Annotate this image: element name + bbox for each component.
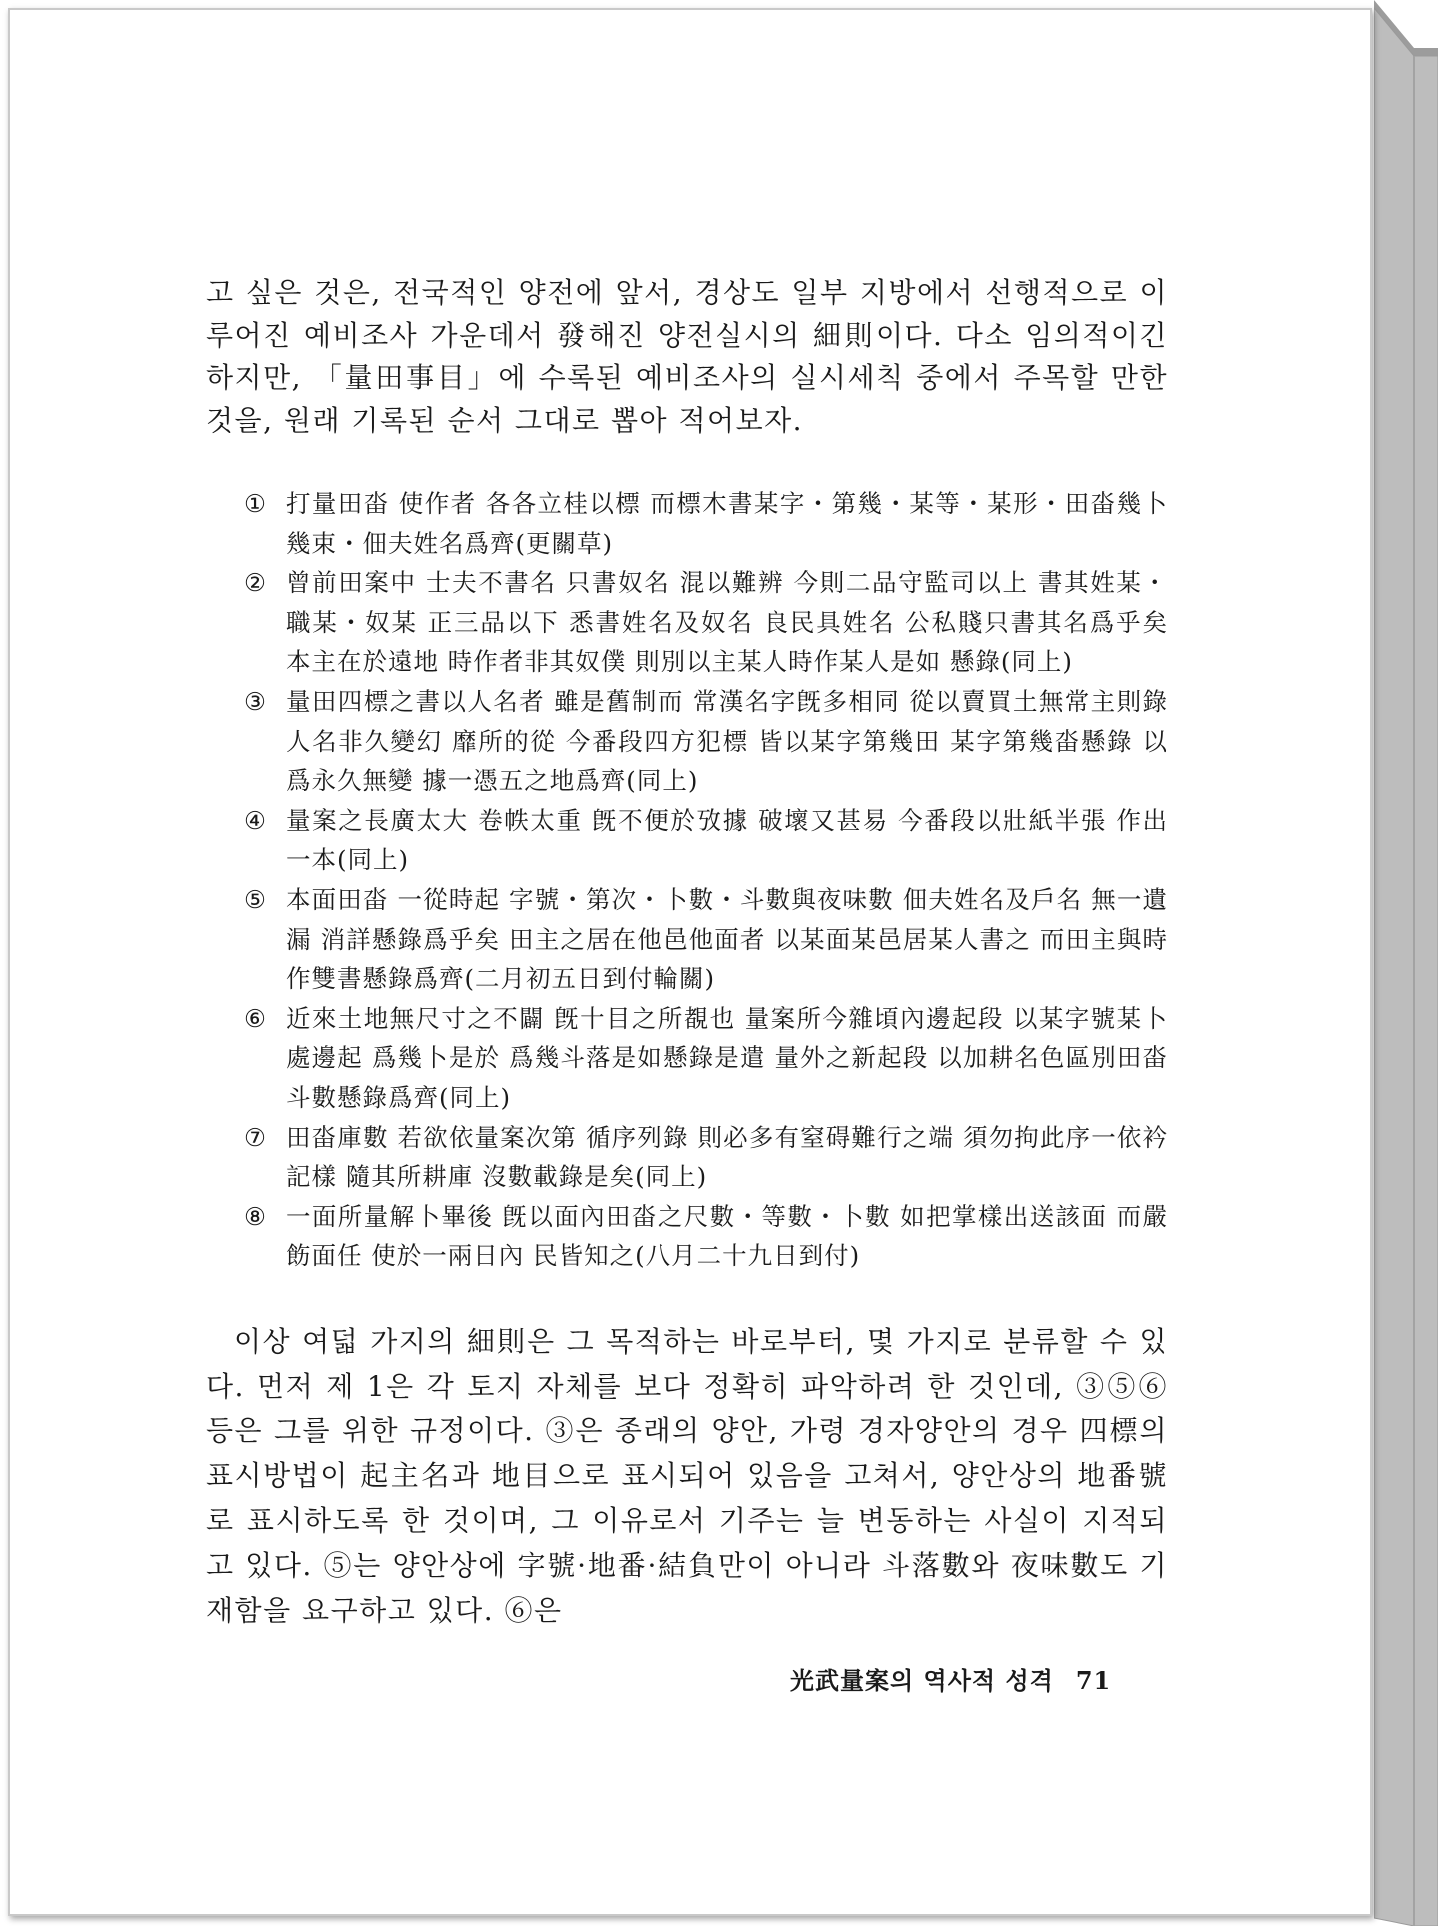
page-number: 71 (1075, 1666, 1112, 1695)
quote-number: ② (244, 568, 267, 598)
quote-item (206, 999, 1168, 1118)
quote-text: 近來土地無尺寸之不闢 旣十目之所覩也 量案所今雜頃內邊起段 以某字號某卜處邊起 爲幾卜是於 爲幾斗落是如懸錄是遣 量外之新起段 以加耕名色區別田畓斗數懸錄爲齊(同上) (286, 1003, 1168, 1112)
book-page-edge (1374, 0, 1438, 1926)
quote-item (206, 563, 1168, 682)
quote-text: 打量田畓 使作者 各各立桂以標 而標木書某字・第幾・某等・某形・田畓幾卜幾束・佃夫姓名爲齊(更關草) (286, 489, 1168, 558)
document-page (8, 8, 1372, 1916)
page-footer (790, 1661, 1111, 1696)
quote-item (206, 1197, 1168, 1276)
running-title: 光武量案의 역사적 성격 (790, 1666, 1054, 1695)
quoted-rules-list (206, 484, 1168, 1276)
quote-number: ⑦ (244, 1122, 267, 1152)
quote-number: ⑧ (244, 1201, 267, 1231)
quote-item (206, 484, 1168, 563)
quote-text: 田畓庫數 若欲依量案次第 循序列錄 則必多有窒碍難行之端 須勿拘此序一依衿記樣 隨其所耕庫 沒數載錄是矣(同上) (286, 1122, 1168, 1192)
quote-item (206, 682, 1168, 801)
quote-number: ① (244, 489, 267, 518)
quote-text: 一面所量解卜畢後 旣以面內田畓之尺數・等數・卜數 如把掌樣出送該面 而嚴飭面任 使於一兩日內 民皆知之(八月二十九日到付) (286, 1201, 1168, 1271)
quote-item (206, 801, 1168, 880)
quote-number: ⑤ (244, 884, 267, 914)
quote-text: 本面田畓 一從時起 字號・第次・卜數・斗數與夜味數 佃夫姓名及戶名 無一遺漏 消詳懸錄爲乎矣 田主之居在他邑他面者 以某面某邑居某人書之 而田主與時作雙書懸錄爲齊(二月初五日到付輪關) (286, 884, 1168, 994)
quote-item (206, 880, 1168, 999)
intro-paragraph: 고 싶은 것은, 전국적인 양전에 앞서, 경상도 일부 지방에서 선행적으로 이루어진 예비조사 가운데서 發해진 양전실시의 細則이다. 다소 임의적이긴 하지만, 「量田事目」에 수록된 예비조사의 실시세칙 중에서 주목할 만한 것을, 원래 기록된 순서 그대로 뽑아 적어보자. (206, 276, 1168, 437)
quote-text: 曾前田案中 士夫不書名 只書奴名 混以難辨 今則二品守監司以上 書其姓某・職某・奴某 正三品以下 悉書姓名及奴名 良民具姓名 公私賤只書其名爲乎矣 本主在於遠地 時作者非其奴僕 則別以主某人時作某人是如 懸錄(同上) (286, 568, 1168, 677)
quote-item (206, 1118, 1168, 1197)
quote-number: ⑥ (244, 1003, 267, 1033)
quote-text: 量案之長廣太大 卷帙太重 旣不便於攷據 破壞又甚易 今番段以壯紙半張 作出一本(同上) (286, 805, 1168, 875)
quote-text: 量田四標之書以人名者 雖是舊制而 常漢名字旣多相同 從以賣買土無常主則錄人名非久變幻 靡所的從 今番段四方犯標 皆以某字第幾田 某字第幾畓懸錄 以爲永久無變 據一憑五之地爲齊(同上) (286, 686, 1168, 796)
quote-number: ④ (244, 805, 267, 835)
page-content (206, 272, 1168, 1633)
book-edge-face (1374, 8, 1438, 1926)
analysis-paragraph: 이상 여덟 가지의 細則은 그 목적하는 바로부터, 몇 가지로 분류할 수 있다. 먼저 제 1은 각 토지 자체를 보다 정확히 파악하려 한 것인데, ③⑤⑥ 등은 그를 위한 규정이다. ③은 종래의 양안, 가령 경자양안의 경우 四標의 표시방법이 起主名과 地目으로 표시되어 있음을 고쳐서, 양안상의 地番號로 표시하도록 한 것이며, 그 이유로서 기주는 늘 변동하는 사실이 지적되고 있다. ⑤는 양안상에 字號·地番·結負만이 아니라 斗落數와 夜味數도 기재함을 요구하고 있다. ⑥은 (206, 1324, 1168, 1627)
quote-number: ③ (244, 686, 267, 716)
